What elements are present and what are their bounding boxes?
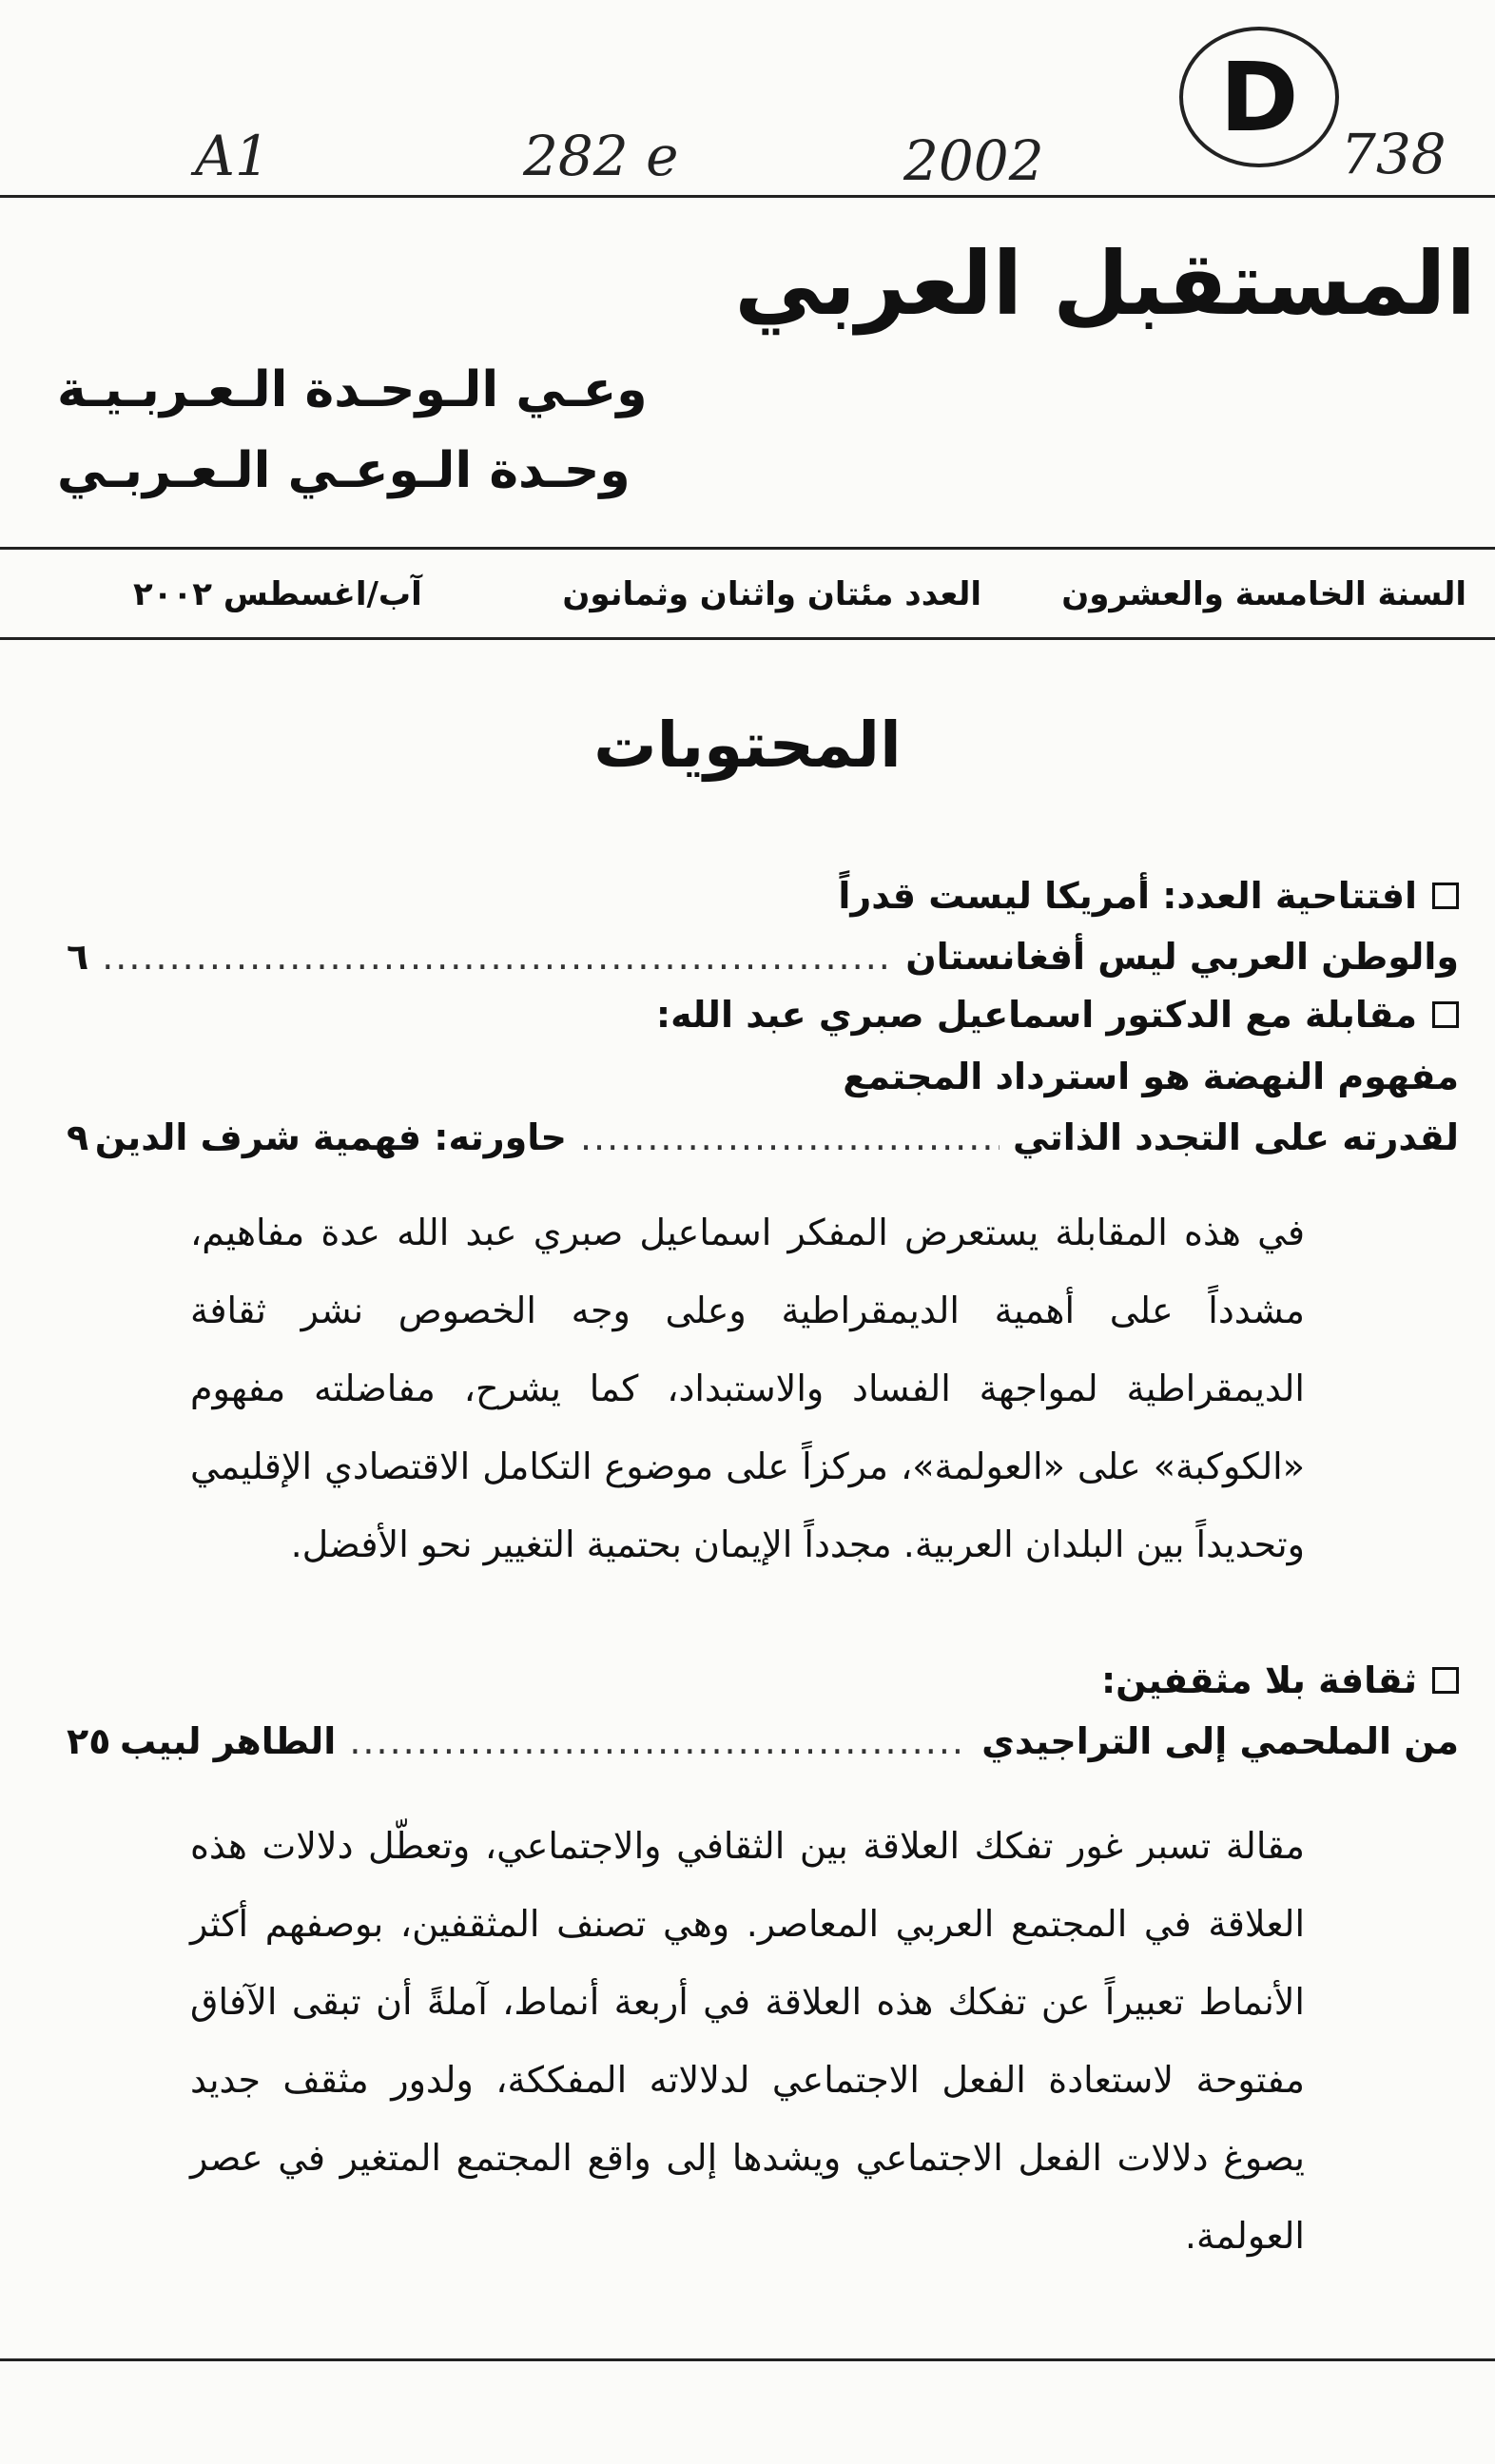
- issue-info-row: [38, 575, 1466, 632]
- dot-leader: [349, 1720, 968, 1762]
- issue-rule: [0, 637, 1495, 640]
- toc-entry-1-line-2[interactable]: والوطن العربي ليس أفغانستان ..... ٦: [67, 932, 1459, 981]
- issue-date: آب/اغسطس ٢٠٠٢: [133, 575, 422, 613]
- toc-entry-2-line-3[interactable]: لقدرته على التجدد الذاتي ..... حاورته: فهمية شرف الدين ٩: [67, 1113, 1459, 1162]
- toc-entry-1-line-1[interactable]: افتتاحية العدد: أمريكا ليست قدراً: [838, 875, 1459, 917]
- entry-2-abstract: في هذه المقابلة يستعرض المفكر اسماعيل صبري عبد الله عدة مفاهيم، مشدداً على أهمية الديمقراطية وعلى وجه الخصوص نشر ثقافة الديمقراطية لمواجهة الفساد والاستبداد، كما يشرح، مفاضلته مفهوم «الكوكبة» على «العولمة»، مركزاً على موضوع التكامل الاقتصادي الإقليمي وتحديداً بين البلدان العربية. مجدداً الإيمان بحتمية التغيير نحو الأفضل.: [190, 1212, 1305, 1565]
- checkbox-icon: [1432, 1001, 1459, 1028]
- page-number: ٦: [67, 936, 89, 978]
- slogan-line-1: وعـي الـوحـدة الـعـربـيـة: [57, 361, 648, 418]
- dot-leader: [102, 936, 892, 978]
- toc-entry-3-line-1[interactable]: ثقافة بلا مثقفين:: [1101, 1659, 1459, 1701]
- handwritten-code: A1: [195, 124, 270, 188]
- top-rule: [0, 195, 1495, 198]
- bottom-rule: [0, 2358, 1495, 2361]
- contents-title: المحتويات: [593, 708, 902, 782]
- slogan-line-2: وحـدة الـوعـي الـعـربـي: [57, 442, 631, 499]
- journal-logo: المستقبل العربي: [734, 233, 1476, 335]
- checkbox-icon: [1432, 1667, 1459, 1694]
- toc-entry-2-line-2: مفهوم النهضة هو استرداد المجتمع: [843, 1056, 1459, 1097]
- toc-entry-3-line-2[interactable]: من الملحمي إلى التراجيدي ..... الطاهر لبيب ٢٥: [67, 1717, 1459, 1766]
- issue-year: السنة الخامسة والعشرون: [1061, 575, 1466, 613]
- handwritten-number: 282 e: [523, 124, 679, 188]
- circled-stamp: D: [1179, 27, 1339, 167]
- toc-entry-2-line-1[interactable]: مقابلة مع الدكتور اسماعيل صبري عبد الله:: [656, 994, 1459, 1036]
- dot-leader: [580, 1116, 1000, 1158]
- checkbox-icon: [1432, 883, 1459, 909]
- entry-author: حاورته: فهمية شرف الدين: [94, 1116, 567, 1158]
- masthead-rule: [0, 547, 1495, 550]
- page-number: ٩: [67, 1116, 89, 1158]
- issue-number: العدد مئتان واثنان وثمانون: [562, 575, 981, 613]
- page-number: ٢٥: [67, 1720, 111, 1762]
- entry-author: الطاهر لبيب: [120, 1720, 337, 1762]
- handwritten-year: 2002: [903, 128, 1044, 193]
- entry-3-abstract: مقالة تسبر غور تفكك العلاقة بين الثقافي والاجتماعي، وتعطّل دلالات هذه العلاقة في المجتمع العربي المعاصر. وهي تصنف المثقفين، بوصفهم أكثر الأنماط تعبيراً عن تفكك هذه العلاقة في أربعة أنماط، آملةً أن تبقى الآفاق مفتوحة لاستعادة الفعل الاجتماعي لدلالاته المفككة، ولدور مثقف جديد يصوغ دلالات الفعل الاجتماعي ويشدها إلى واقع المجتمع المتغير في عصر العولمة.: [190, 1825, 1305, 2257]
- handwritten-ref: 738: [1341, 122, 1446, 186]
